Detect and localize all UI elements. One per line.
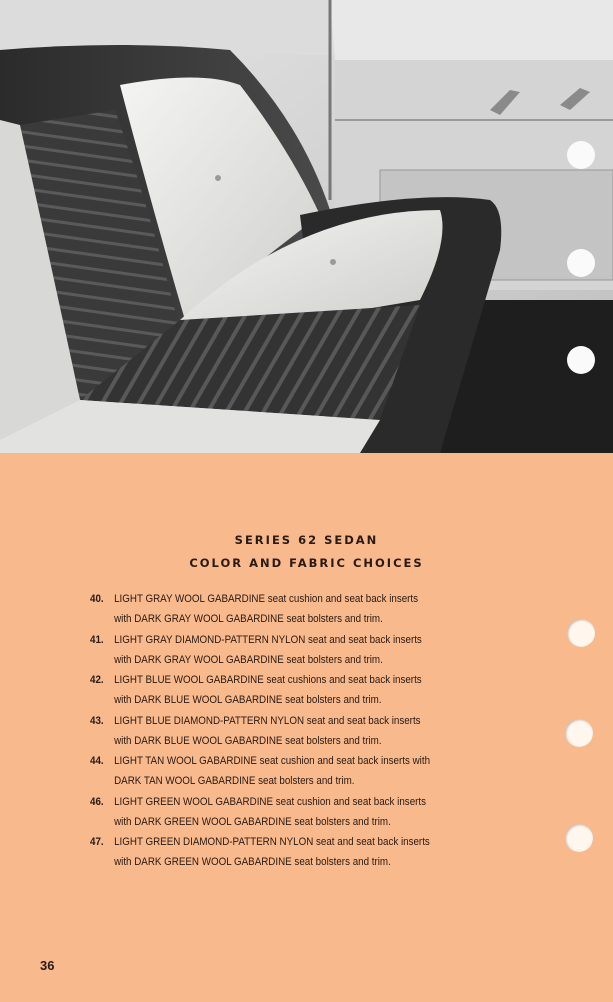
binder-hole-2 <box>567 249 595 277</box>
choice-line: with DARK BLUE WOOL GABARDINE seat bolsters and trim. <box>114 694 382 706</box>
choice-line: LIGHT GREEN DIAMOND-PATTERN NYLON seat and seat back inserts <box>114 836 430 848</box>
choice-number: 44. <box>90 755 104 767</box>
choice-44 <box>90 751 559 792</box>
fabric-choices-list <box>90 589 535 873</box>
choice-41 <box>90 630 559 671</box>
choice-40 <box>90 589 559 630</box>
choice-line: with DARK GREEN WOOL GABARDINE seat bolsters and trim. <box>114 815 391 828</box>
choice-line: LIGHT GRAY DIAMOND-PATTERN NYLON seat and seat back inserts <box>114 633 422 646</box>
binder-hole-1 <box>567 141 595 169</box>
choice-number: 42. <box>90 674 104 686</box>
series-heading: SERIES 62 SEDAN <box>234 533 379 547</box>
rear-seat-illustration <box>0 0 613 453</box>
choice-number: 43. <box>90 714 104 727</box>
choice-number: 46. <box>90 795 104 808</box>
interior-photo <box>0 0 613 453</box>
choice-line: LIGHT BLUE DIAMOND-PATTERN NYLON seat and seat back inserts <box>114 714 421 727</box>
choice-number: 41. <box>90 633 104 646</box>
binder-hole-5 <box>565 719 593 747</box>
choice-line: with DARK BLUE WOOL GABARDINE seat bolsters and trim. <box>114 734 382 747</box>
choice-number: 40. <box>90 593 104 605</box>
binder-hole-6 <box>565 824 593 852</box>
choice-line: LIGHT GREEN WOOL GABARDINE seat cushion and seat back inserts <box>114 795 427 808</box>
choice-46 <box>90 792 559 833</box>
choice-line: LIGHT BLUE WOOL GABARDINE seat cushions and seat back inserts <box>114 674 422 686</box>
choice-line: with DARK GRAY WOOL GABARDINE seat bolsters and trim. <box>114 653 383 666</box>
binder-hole-4 <box>567 619 595 647</box>
choice-47 <box>90 832 559 873</box>
choice-42 <box>90 670 559 711</box>
choice-line: DARK TAN WOOL GABARDINE seat bolsters and trim. <box>114 775 355 787</box>
choices-heading: COLOR AND FABRIC CHOICES <box>189 556 424 570</box>
choice-line: LIGHT TAN WOOL GABARDINE seat cushion and seat back inserts with <box>114 755 431 767</box>
choice-number: 47. <box>90 836 104 848</box>
choice-43 <box>90 711 559 752</box>
binder-hole-3 <box>567 346 595 374</box>
page-number: 36 <box>40 958 55 973</box>
choice-line: LIGHT GRAY WOOL GABARDINE seat cushion and seat back inserts <box>114 593 419 605</box>
choice-line: with DARK GRAY WOOL GABARDINE seat bolsters and trim. <box>114 613 383 625</box>
choice-line: with DARK GREEN WOOL GABARDINE seat bolsters and trim. <box>114 856 391 868</box>
